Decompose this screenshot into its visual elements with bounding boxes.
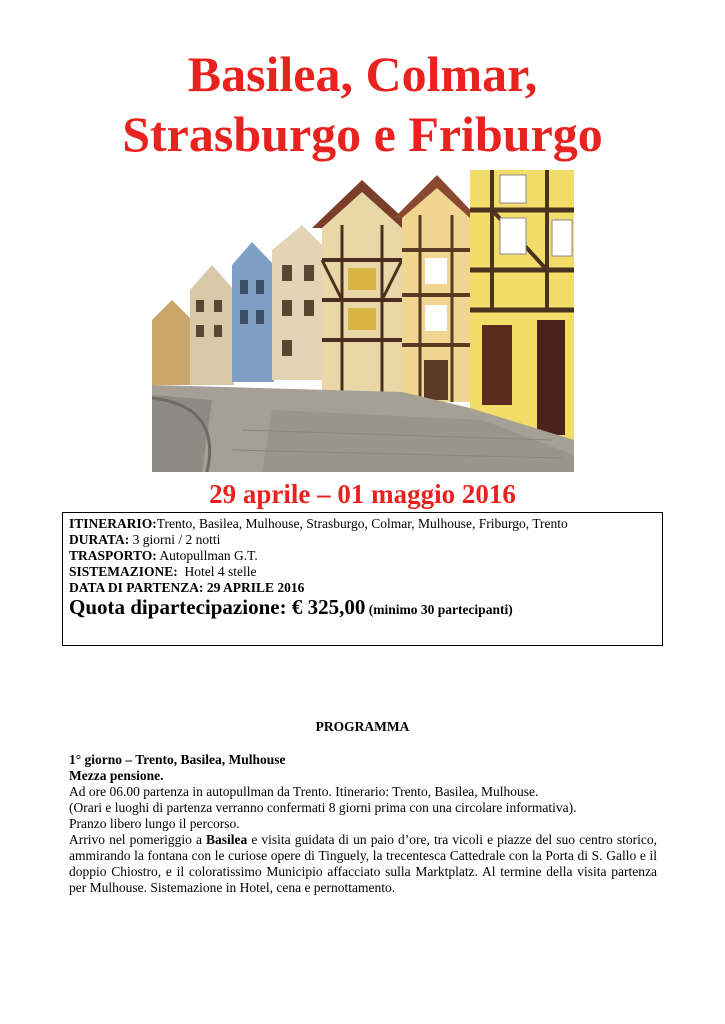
- transport-value: Autopullman G.T.: [156, 548, 258, 563]
- departure-date: DATA DI PARTENZA: 29 APRILE 2016: [69, 580, 305, 595]
- photo-illustration: [152, 170, 574, 472]
- departure-row: [69, 580, 656, 596]
- day1-section: [69, 752, 657, 896]
- transport-label: TRASPORTO:: [69, 548, 157, 563]
- day1-board: Mezza pensione.: [69, 768, 164, 783]
- title-line-1: Basilea, Colmar,: [187, 46, 538, 102]
- day1-heading: 1° giorno – Trento, Basilea, Mulhouse: [69, 752, 286, 767]
- price-row: [69, 595, 656, 619]
- itinerary-label: ITINERARIO:: [69, 516, 157, 531]
- accommodation-label: SISTEMAZIONE:: [69, 564, 178, 579]
- day1-para-rest: e visita guidata di un paio d’ore, tra vicoli e piazze del suo centro storico, ammirando la fontana con le curiose opere di Tinguely, la trecentesca Cattedrale con la Porta di S. Gallo e il doppio Chiostro, e il coloratissimo Municipio affacciato sulla Marktplatz. Al termine della visita partenza per Mulhouse. Sistemazione in Hotel, cena e pernottamento.: [69, 832, 657, 895]
- itinerary-row: [69, 516, 656, 532]
- itinerary-value: Trento, Basilea, Mulhouse, Strasburgo, Colmar, Mulhouse, Friburgo, Trento: [156, 516, 568, 531]
- duration-value: 3 giorni / 2 notti: [129, 532, 221, 547]
- day1-line-times: (Orari e luoghi di partenza verranno confermati 8 giorni prima con una circolare informativa).: [69, 800, 577, 815]
- page-title: [0, 44, 725, 164]
- day1-para-start: Arrivo nel pomeriggio a: [69, 832, 207, 847]
- programma-heading: PROGRAMMA: [315, 719, 410, 734]
- colmar-street-photo: [152, 170, 574, 472]
- accommodation-value: Hotel 4 stelle: [177, 564, 257, 579]
- price-note: (minimo 30 partecipanti): [368, 602, 513, 617]
- transport-row: [69, 548, 656, 564]
- trip-info-box: [62, 512, 663, 646]
- duration-label: DURATA:: [69, 532, 130, 547]
- trip-dates: 29 aprile – 01 maggio 2016: [209, 479, 516, 509]
- day1-line-departure: Ad ore 06.00 partenza in autopullman da Trento. Itinerario: Trento, Basilea, Mulhouse.: [69, 784, 539, 799]
- day1-line-lunch: Pranzo libero lungo il percorso.: [69, 816, 240, 831]
- day1-para-city: Basilea: [206, 832, 248, 847]
- duration-row: [69, 532, 656, 548]
- accommodation-row: [69, 564, 656, 580]
- price-main: Quota dipartecipazione: € 325,00: [69, 595, 366, 619]
- title-line-2: Strasburgo e Friburgo: [122, 106, 603, 162]
- day1-paragraph: [69, 832, 657, 896]
